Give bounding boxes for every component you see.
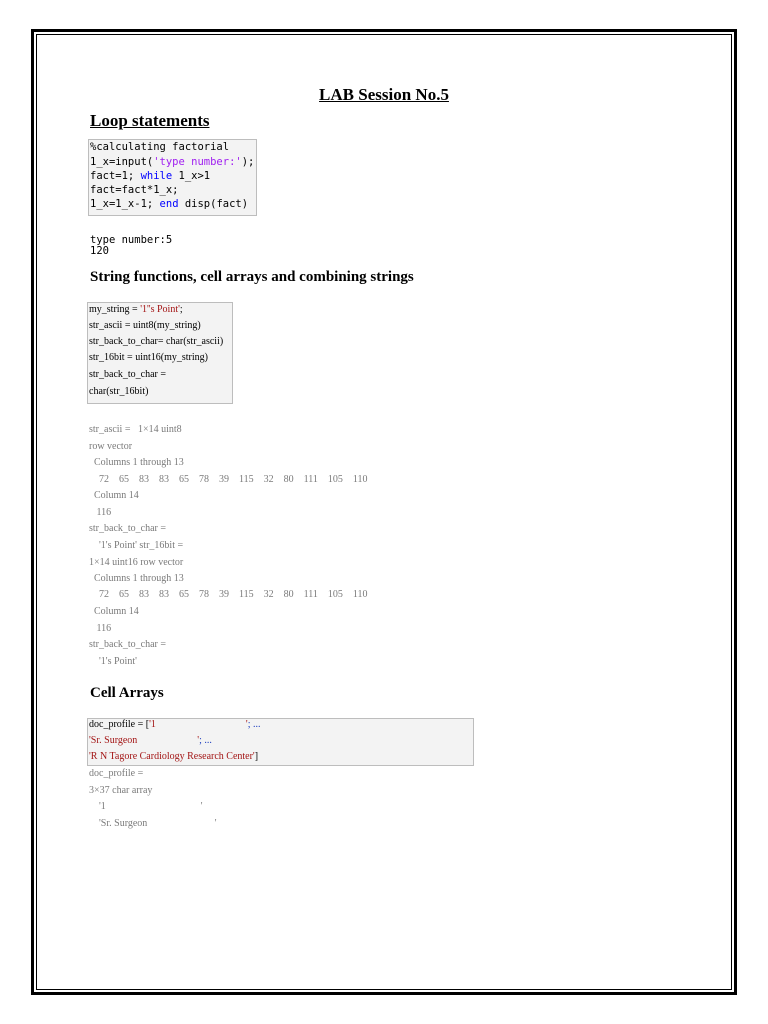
output-line: 1×14 uint16 row vector [89,557,184,568]
code-line: doc_profile = ['1 '; ... [89,719,261,730]
output-line: 116 [89,507,112,518]
output-line: '1's Point' [89,656,137,667]
output-line: 72 65 83 83 65 78 39 115 32 80 111 105 110 [89,589,368,600]
output-line: 3×37 char array [89,785,153,796]
code-line: fact=fact*1_x; [90,184,179,196]
output-line: 'Sr. Surgeon ' [89,818,217,829]
code-comment: %calculating factorial [90,141,230,153]
output-line: 116 [89,623,112,634]
code-block-cell-arrays [87,718,474,766]
code-line: 'Sr. Surgeon '; ... [89,735,212,746]
code-line: str_back_to_char = [89,369,167,380]
code-line: 1_x=input('type number:'); [90,156,255,168]
output-line: 72 65 83 83 65 78 39 115 32 80 111 105 110 [89,474,368,485]
output-line: str_ascii = 1×14 uint8 [89,424,182,435]
code-block-factorial [88,139,257,216]
output-line: doc_profile = [89,768,144,779]
output-line: str_back_to_char = [89,523,167,534]
output-line: '1's Point' str_16bit = [89,540,184,551]
output-line: '1 ' [89,801,203,812]
code-line: char(str_16bit) [89,386,149,397]
heading-cell-arrays: Cell Arrays [90,685,164,701]
page-title: LAB Session No.5 [319,85,449,104]
output-line: Columns 1 through 13 [89,457,184,468]
output-prompt: type number:5 [90,234,173,246]
heading-string-functions: String functions, cell arrays and combining strings [90,269,414,285]
output-line: row vector [89,441,133,452]
code-line: fact=1; while 1_x>1 [90,170,211,182]
code-line: str_back_to_char= char(str_ascii) [89,336,224,347]
heading-loop-statements: Loop statements [90,111,210,130]
output-line: Column 14 [89,490,139,501]
code-line: 1_x=1_x-1; end disp(fact) [90,198,249,210]
output-line: Column 14 [89,606,139,617]
output-result: 120 [90,245,109,257]
code-block-strings [87,302,233,404]
code-line: str_ascii = uint8(my_string) [89,320,201,331]
code-line: my_string = '1''s Point'; [89,304,183,315]
code-line: str_16bit = uint16(my_string) [89,352,208,363]
output-line: str_back_to_char = [89,639,167,650]
output-line: Columns 1 through 13 [89,573,184,584]
code-line: 'R N Tagore Cardiology Research Center'] [89,751,259,762]
